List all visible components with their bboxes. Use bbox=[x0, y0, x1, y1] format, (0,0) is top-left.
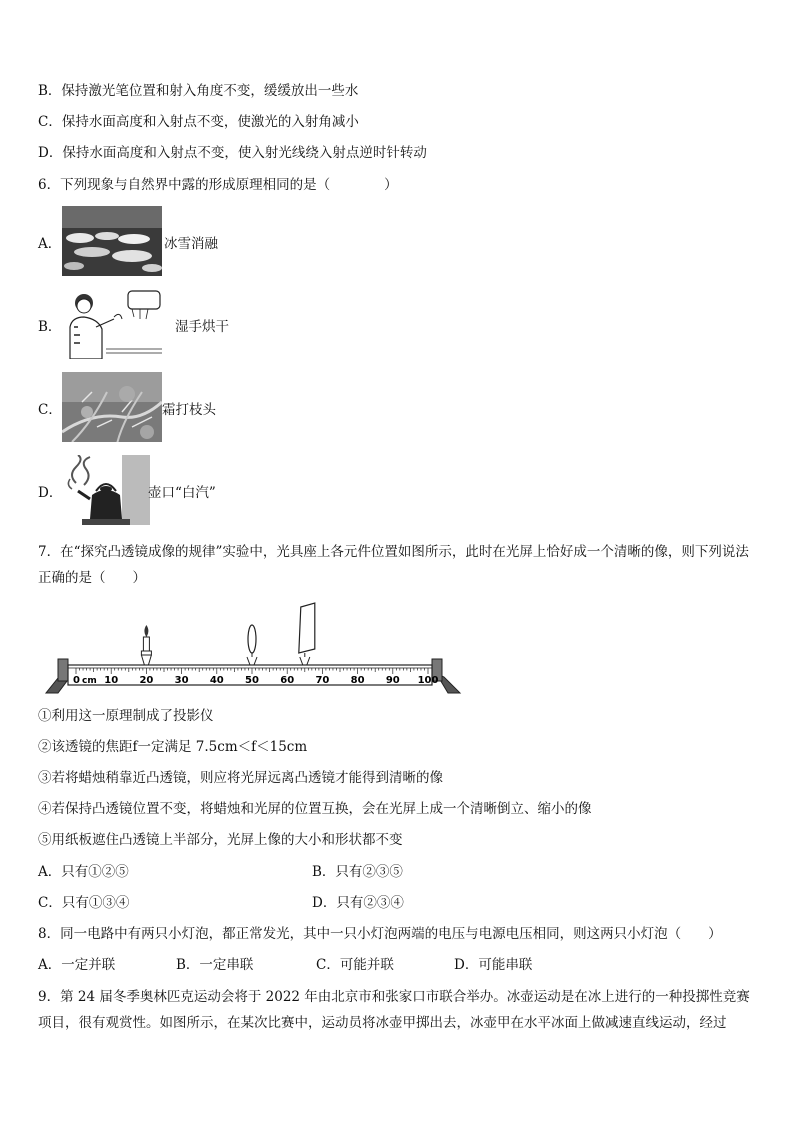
q5-option-c: C．保持水面高度和入射点不变，使激光的入射角减小 bbox=[38, 114, 359, 130]
bench-unit-label: cm bbox=[82, 676, 97, 686]
kettle-steam-drawing bbox=[62, 455, 150, 525]
hand-dryer-drawing bbox=[62, 289, 162, 359]
bench-tick-label: 80 bbox=[350, 675, 365, 686]
bench-tick-label: 90 bbox=[385, 675, 400, 686]
option-letter: A． bbox=[38, 236, 62, 252]
convex-lens bbox=[247, 625, 257, 665]
q8-option-c: C．可能并联 bbox=[316, 957, 394, 973]
option-letter: B． bbox=[38, 319, 62, 335]
q7-statement-1: ①利用这一原理制成了投影仪 bbox=[38, 708, 214, 724]
candle bbox=[141, 625, 151, 665]
q7-statement-4: ④若保持凸透镜位置不变，将蜡烛和光屏的位置互换，会在光屏上成一个清晰倒立、缩小的像 bbox=[38, 801, 592, 817]
bench-tick-label: 30 bbox=[174, 675, 189, 686]
option-caption: 冰雪消融 bbox=[164, 236, 218, 252]
bench-tick-label: 50 bbox=[245, 675, 259, 686]
bench-tick-label: 0 bbox=[73, 675, 80, 686]
q9-stem: 9．第 24 届冬季奥林匹克运动会将于 2022 年由北京市和张家口市联合举办。冰壶运动是在冰上进行的一种投掷性竞赛项目，很有观赏性。如图所示，在某次比赛中，运动员将冰壶甲掷出去，冰壶甲在水平冰面上做减速直线运动，经过 bbox=[38, 989, 750, 1031]
q7-statement-3: ③若将蜡烛稍靠近凸透镜，则应将光屏远离凸透镜才能得到清晰的像 bbox=[38, 770, 443, 786]
q7-option-a: A．只有①②⑤ bbox=[38, 864, 129, 880]
q8-option-a: A．一定并联 bbox=[38, 957, 116, 973]
bench-tick-label: 70 bbox=[315, 675, 330, 686]
q7-statement-5: ⑤用纸板遮住凸透镜上半部分，光屏上像的大小和形状都不变 bbox=[38, 832, 403, 848]
option-letter: D． bbox=[38, 485, 63, 501]
bench-tick-label: 10 bbox=[104, 675, 119, 686]
q7-option-b: B．只有②③⑤ bbox=[312, 864, 403, 880]
melting-snow-photo bbox=[62, 206, 162, 276]
q7-option-c: C．只有①③④ bbox=[38, 895, 130, 911]
light-screen bbox=[299, 603, 315, 665]
bench-tick-label: 40 bbox=[209, 675, 224, 686]
bench-tick-label: 60 bbox=[280, 675, 295, 686]
candle-body bbox=[143, 637, 149, 651]
q6-stem: 6．下列现象与自然界中露的形成原理相同的是（ ） bbox=[38, 177, 398, 193]
option-letter: C． bbox=[38, 402, 62, 418]
q8-stem: 8．同一电路中有两只小灯泡，都正常发光，其中一只小灯泡两端的电压与电源电压相同，则这两只小灯泡（ ） bbox=[38, 926, 722, 942]
q8-option-d: D．可能串联 bbox=[454, 957, 533, 973]
bench-end-left bbox=[58, 659, 68, 681]
q8-option-b: B．一定串联 bbox=[176, 957, 254, 973]
q7-option-d: D．只有②③④ bbox=[312, 895, 404, 911]
frost-branch-photo bbox=[62, 372, 162, 442]
option-caption: 霜打枝头 bbox=[162, 402, 216, 418]
bench-tick-label: 100 bbox=[417, 675, 439, 686]
q7-stem: 7．在“探究凸透镜成像的规律”实验中，光具座上各元件位置如图所示，此时在光屏上恰好成一个清晰的像，则下列说法正确的是（ ） bbox=[38, 544, 749, 586]
q5-option-b: B．保持激光笔位置和射入角度不变，缓缓放出一些水 bbox=[38, 83, 359, 99]
q5-option-d: D．保持水面高度和入射点不变，使入射光线绕入射点逆时针转动 bbox=[38, 145, 427, 161]
optical-bench-figure bbox=[40, 595, 465, 700]
option-caption: 壶口“白汽” bbox=[148, 485, 216, 501]
candle-flame bbox=[144, 625, 148, 637]
option-caption: 湿手烘干 bbox=[175, 319, 229, 335]
q7-statement-2: ②该透镜的焦距f一定满足 7.5cm＜f＜15cm bbox=[38, 739, 308, 755]
bench-tick-label: 20 bbox=[139, 675, 154, 686]
